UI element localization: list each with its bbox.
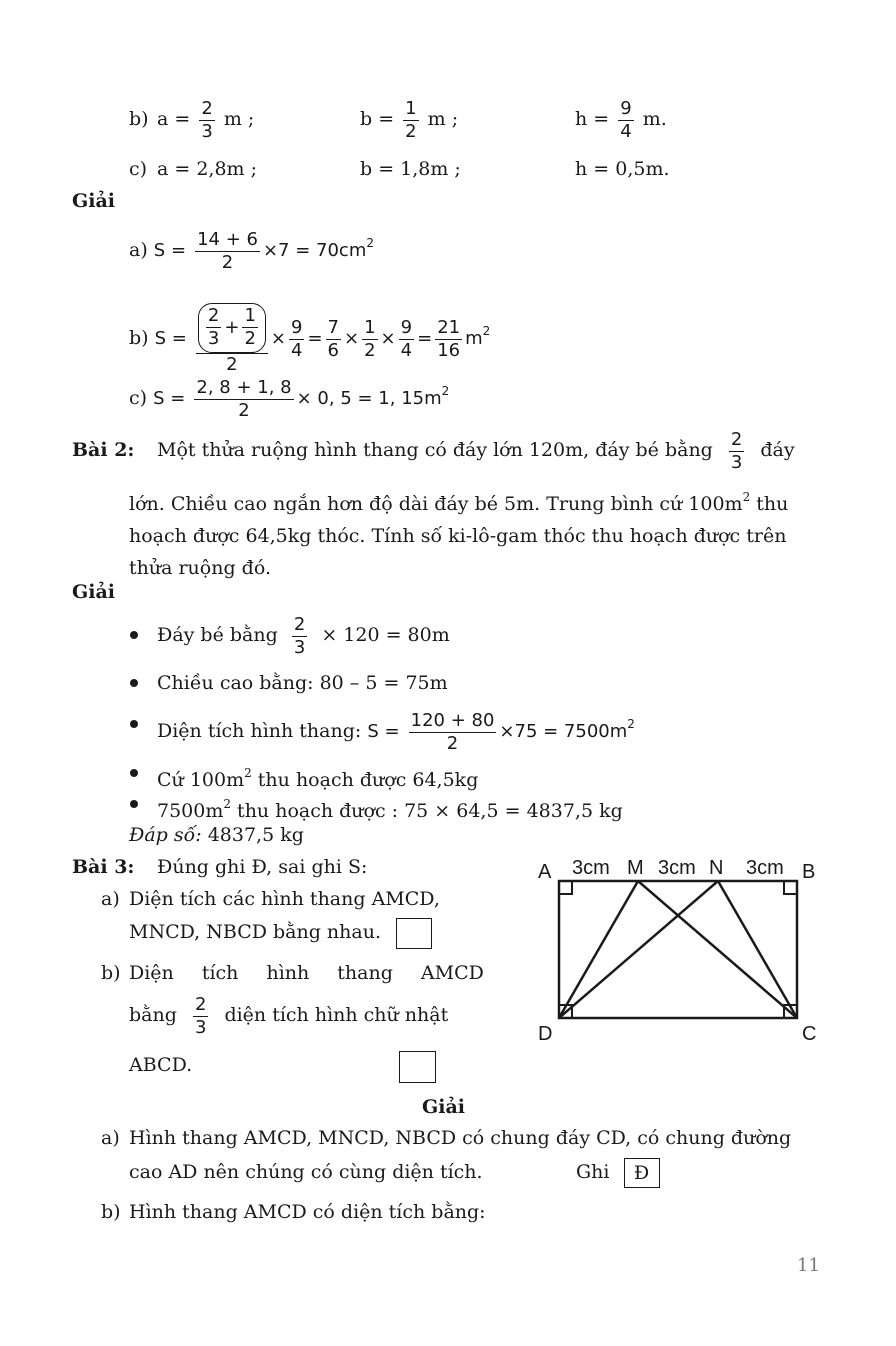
fraction xyxy=(435,317,462,362)
denominator: 6 xyxy=(327,339,339,361)
numerator: 7 xyxy=(327,316,339,338)
denominator: 2 xyxy=(226,353,238,375)
denominator: 2 xyxy=(364,339,376,361)
bai2-line4: thửa ruộng đó. xyxy=(129,557,271,579)
sol1-a-label: a) xyxy=(129,239,148,261)
denominator: 3 xyxy=(194,1016,207,1038)
sol1-c-label: c) xyxy=(129,387,148,409)
rect-abcd xyxy=(559,881,797,1018)
numerator: 1 xyxy=(364,316,376,338)
plus: + xyxy=(224,316,240,338)
bai3-a-line1: Diện tích các hình thang AMCD, xyxy=(129,888,440,910)
bai2-line1-text: Một thửa ruộng hình thang có đáy lớn 120m, đáy bé bằng xyxy=(157,439,713,461)
right-angle-a xyxy=(559,881,572,894)
equals: = xyxy=(417,328,433,349)
denominator: 2 xyxy=(244,328,256,349)
denominator: 3 xyxy=(730,451,743,473)
denominator: 3 xyxy=(207,328,220,349)
answer-box-a[interactable] xyxy=(396,918,432,949)
bai3-b-line1: Diện tích hình thang AMCD xyxy=(129,962,484,984)
bullet-icon xyxy=(130,679,138,687)
label-seg1: 3cm xyxy=(572,857,610,879)
bai2-line2 xyxy=(129,481,819,520)
label-m: M xyxy=(627,857,644,879)
ex1-b-h-pre: h = xyxy=(575,108,610,130)
sol2-b3-fraction xyxy=(409,710,497,755)
fraction xyxy=(242,305,257,350)
ex1-b-b-pre: b = xyxy=(360,108,395,130)
denominator: 3 xyxy=(201,120,213,142)
sol1-b-big-fraction xyxy=(196,303,268,376)
ex1-b-a-fraction xyxy=(199,98,214,143)
denominator: 2 xyxy=(405,120,417,142)
rectangle-figure xyxy=(530,850,830,1050)
sol2-bullet5 xyxy=(157,792,623,823)
ex1-c-label: c) xyxy=(129,158,148,180)
sol3-a-line1: Hình thang AMCD, MNCD, NBCD có chung đáy CD, có chung đường xyxy=(129,1127,792,1149)
sol1-a-exponent: 2 xyxy=(366,236,375,250)
bullet-icon xyxy=(130,631,138,639)
numerator: 9 xyxy=(400,316,413,338)
sol3-b-line1: Hình thang AMCD có diện tích bằng: xyxy=(129,1201,486,1223)
sol1-b-label: b) xyxy=(129,327,149,349)
sol1-c-pre: S = xyxy=(153,388,186,409)
times: × xyxy=(344,328,360,349)
bai3-b-line2-post: diện tích hình chữ nhật xyxy=(224,1004,449,1026)
segment-dm xyxy=(559,881,638,1018)
numerator: 9 xyxy=(291,316,303,338)
sol3-ghi: Ghi xyxy=(576,1161,610,1183)
bai3-title: Đúng ghi Đ, sai ghi S: xyxy=(157,856,368,878)
numerator: 2, 8 + 1, 8 xyxy=(196,376,292,398)
sol1-b-pre: S = xyxy=(154,328,187,349)
numerator: 9 xyxy=(620,97,632,119)
numerator: 2 xyxy=(730,428,743,450)
fraction xyxy=(326,317,341,362)
bullet-icon xyxy=(130,800,138,808)
sol2-b4-post: thu hoạch được 64,5kg xyxy=(251,769,479,791)
sol2-b4-text: Cứ 100m xyxy=(157,769,245,791)
bai2-line2-text: lớn. Chiều cao ngắn hơn độ dài đáy bé 5m. Trung bình cứ 100m xyxy=(129,493,743,515)
ex1-c-h: h = 0,5m. xyxy=(575,158,670,180)
sol3-a-line2: cao AD nên chúng có cùng diện tích. xyxy=(129,1161,483,1183)
sol3-heading: Giải xyxy=(422,1096,465,1118)
numerator: 1 xyxy=(405,97,417,119)
sol2-b3-s: S = xyxy=(367,721,400,742)
sol2-b1-post: × 120 = 80m xyxy=(321,624,450,646)
sol1-a xyxy=(129,218,374,276)
ex1-b-a xyxy=(157,94,254,144)
bai3-a-line2: MNCD, NBCD bằng nhau. xyxy=(129,921,382,943)
sol2-b1-text: Đáy bé bằng xyxy=(157,624,278,646)
denominator: 4 xyxy=(291,339,303,361)
label-seg3: 3cm xyxy=(746,857,784,879)
page-number: 11 xyxy=(797,1255,820,1276)
label-c: C xyxy=(802,1023,817,1045)
sol1-c-exponent: 2 xyxy=(441,384,450,398)
answer-box-b[interactable] xyxy=(399,1051,436,1083)
numerator: 2 xyxy=(201,97,213,119)
sol2-b1-fraction xyxy=(292,614,307,659)
bai2-fraction xyxy=(729,429,744,474)
bai3-b-line3: ABCD. xyxy=(129,1054,193,1076)
sol1-c xyxy=(129,366,449,424)
answer-value: 4837,5 kg xyxy=(201,824,304,846)
sol2-bullet4 xyxy=(157,761,478,792)
sol2-b3-post: ×75 = 7500m xyxy=(499,721,628,742)
denominator: 16 xyxy=(437,339,461,361)
fraction xyxy=(289,317,304,362)
ex1-b-b-fraction xyxy=(403,98,418,143)
label-a: A xyxy=(538,861,552,883)
sol1-a-rest: ×7 = 70cm xyxy=(262,240,367,261)
ex1-b-a-pre: a = xyxy=(157,108,191,130)
numerator: 2 xyxy=(207,305,220,326)
exponent: 2 xyxy=(742,490,751,504)
bai2-label: Bài 2: xyxy=(72,439,135,461)
sol1-heading: Giải xyxy=(72,190,115,212)
label-d: D xyxy=(538,1023,553,1045)
bai3-label: Bài 3: xyxy=(72,856,135,878)
ex1-b-label: b) xyxy=(129,108,149,130)
times: × xyxy=(380,328,396,349)
label-b: B xyxy=(802,861,816,883)
denominator: 4 xyxy=(620,120,632,142)
sol3-mark-box: Đ xyxy=(624,1158,660,1188)
fraction xyxy=(362,317,377,362)
sol2-bullet3 xyxy=(157,699,635,757)
bai3-a-label: a) xyxy=(101,888,120,910)
ex1-b-b-unit: m ; xyxy=(427,108,459,130)
denominator: 2 xyxy=(446,732,459,754)
numerator: 2 xyxy=(194,993,207,1015)
sol3-b-label: b) xyxy=(101,1201,121,1223)
sol2-bullet2: Chiều cao bằng: 80 – 5 = 75m xyxy=(157,672,448,694)
times: × xyxy=(270,328,286,349)
bullet-icon xyxy=(130,769,138,777)
sol1-a-fraction xyxy=(195,229,260,274)
sol1-c-rest: × 0, 5 = 1, 15m xyxy=(296,388,442,409)
label-seg2: 3cm xyxy=(658,857,696,879)
sol2-b3-text: Diện tích hình thang: xyxy=(157,720,362,742)
bullet-icon xyxy=(130,720,138,728)
bai2-body xyxy=(129,481,819,584)
numerator: 1 xyxy=(244,305,256,326)
ex1-b-h-fraction xyxy=(618,98,633,143)
numerator: 120 + 80 xyxy=(410,709,495,731)
exponent: 2 xyxy=(627,717,635,731)
bai2-line1 xyxy=(157,425,795,475)
sol3-a-label: a) xyxy=(101,1127,120,1149)
sol2-b5-text: 7500m xyxy=(157,800,224,822)
bai3-b-fraction xyxy=(193,994,208,1039)
right-angle-b xyxy=(784,881,797,894)
unit: m xyxy=(465,328,483,349)
bai3-b-label: b) xyxy=(101,962,121,984)
denominator: 2 xyxy=(221,251,234,273)
bai2-line1-post: đáy xyxy=(760,439,795,461)
denominator: 4 xyxy=(400,339,413,361)
equals: = xyxy=(307,328,323,349)
sol1-b xyxy=(129,281,491,375)
sol2-answer xyxy=(129,823,304,847)
fraction xyxy=(399,317,414,362)
ex1-c-a: a = 2,8m ; xyxy=(157,158,258,180)
segment-dn xyxy=(559,881,718,1018)
ex1-b-a-unit: m ; xyxy=(223,108,255,130)
answer-label: Đáp số: xyxy=(129,824,202,846)
exponent: 2 xyxy=(223,797,232,811)
label-n: N xyxy=(709,857,724,879)
sol2-bullet1 xyxy=(157,610,450,660)
sol1-a-pre: S = xyxy=(153,240,187,261)
denominator: 3 xyxy=(293,636,306,658)
segment-nc xyxy=(718,881,797,1018)
ex1-c-b: b = 1,8m ; xyxy=(360,158,461,180)
bai2-line2-post: thu xyxy=(750,493,789,515)
sol1-c-fraction xyxy=(194,377,293,422)
bai2-line3: hoạch được 64,5kg thóc. Tính số ki-lô-gam thóc thu hoạch được trên xyxy=(129,525,787,547)
sol2-b5-post: thu hoạch được : 75 × 64,5 = 4837,5 kg xyxy=(231,800,623,822)
numerator xyxy=(196,303,268,354)
numerator: 14 + 6 xyxy=(197,228,258,250)
sol3-a-mark xyxy=(576,1156,660,1188)
segment-mc xyxy=(638,881,797,1018)
numerator: 21 xyxy=(437,316,461,338)
bai3-b-line2 xyxy=(129,990,448,1040)
denominator: 2 xyxy=(238,399,250,421)
sol2-heading: Giải xyxy=(72,581,115,603)
exponent: 2 xyxy=(244,766,252,780)
ex1-b-h-unit: m. xyxy=(642,108,667,130)
numerator: 2 xyxy=(293,613,306,635)
ex1-b-b xyxy=(360,94,458,144)
parenthesis xyxy=(198,303,266,353)
ex1-b-h xyxy=(575,94,667,144)
bai3-b-line2-text: bằng xyxy=(129,1004,177,1026)
fraction xyxy=(206,305,221,350)
exponent: 2 xyxy=(482,324,491,338)
